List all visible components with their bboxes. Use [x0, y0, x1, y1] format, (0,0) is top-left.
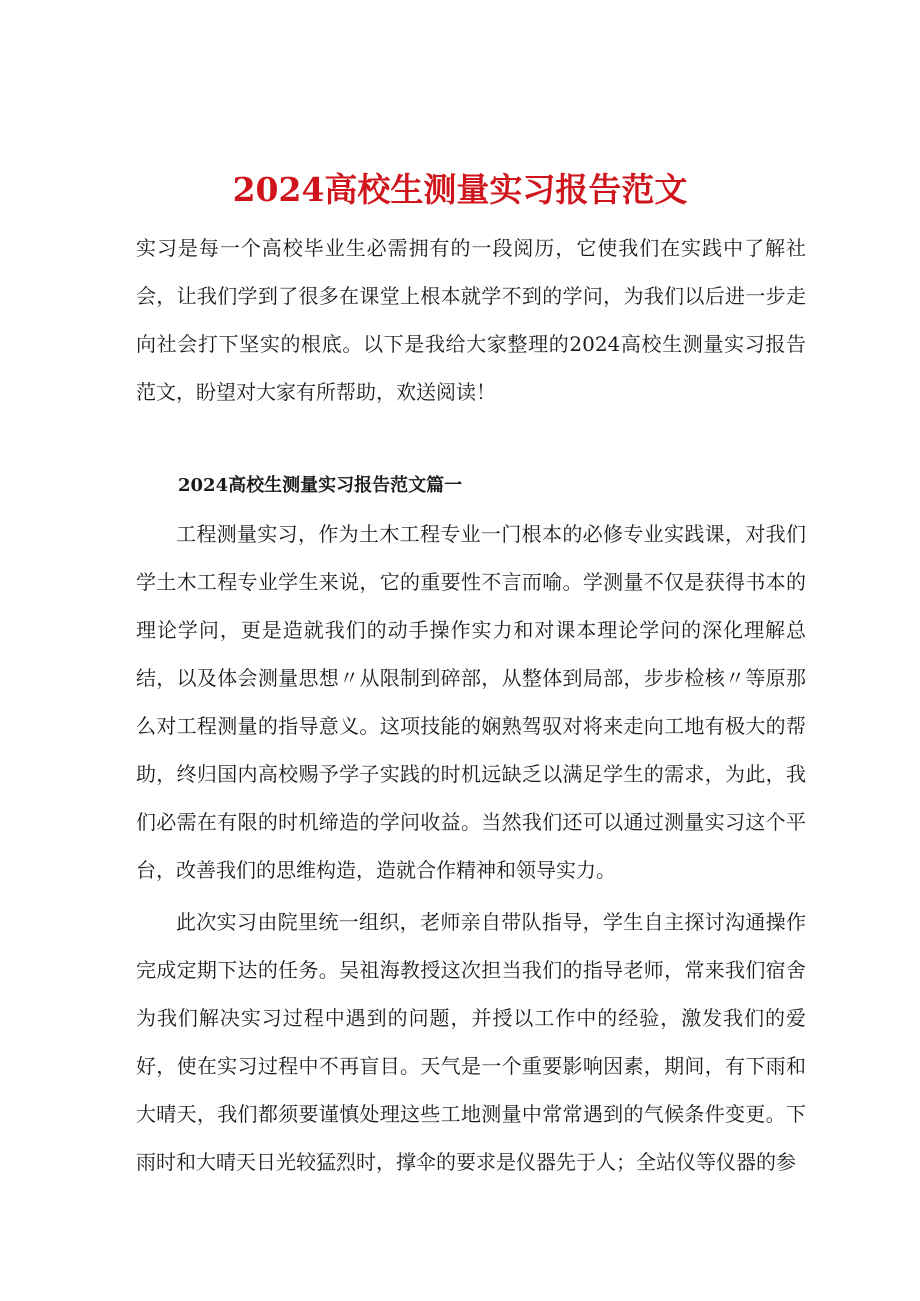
section-heading: 2024高校生测量实习报告范文篇一 — [178, 475, 463, 496]
intro-paragraph: 实习是每一个高校毕业生必需拥有的一段阅历，它使我们在实践中了解社会，让我们学到了很多在课堂上根本就学不到的学问，为我们以后进一步走向社会打下坚实的根底。以下是我给大家整理的2024高校生测量实习报告范文，盼望对大家有所帮助，欢送阅读！ — [136, 236, 806, 404]
body-paragraph: 工程测量实习，作为土木工程专业一门根本的必修专业实践课，对我们学土木工程专业学生来说，它的重要性不言而喻。学测量不仅是获得书本的理论学问，更是造就我们的动手操作实力和对课本理论学问的深化理解总结，以及体会测量思想〃从限制到碎部，从整体到局部，步步检核〃等原那么对工程测量的指导意义。这项技能的娴熟驾驭对将来走向工地有极大的帮助，终归国内高校赐予学子实践的时机远缺乏以满足学生的需求，为此，我们必需在有限的时机缔造的学问收益。当然我们还可以通过测量实习这个平台，改善我们的思维构造，造就合作精神和领导实力。 — [136, 522, 806, 882]
body-paragraph: 此次实习由院里统一组织，老师亲自带队指导，学生自主探讨沟通操作完成定期下达的任务。吴祖海教授这次担当我们的指导老师，常来我们宿舍为我们解决实习过程中遇到的问题，并授以工作中的经验，激发我们的爱好，使在实习过程中不再盲目。天气是一个重要影响因素，期间，有下雨和大晴天，我们都须要谨慎处理这些工地测量中常常遇到的气候条件变更。下雨时和大晴天日光较猛烈时，撑伞的要求是仪器先于人；全站仪等仪器的参 — [136, 910, 806, 1174]
document-title: 2024高校生测量实习报告范文 — [232, 170, 688, 210]
